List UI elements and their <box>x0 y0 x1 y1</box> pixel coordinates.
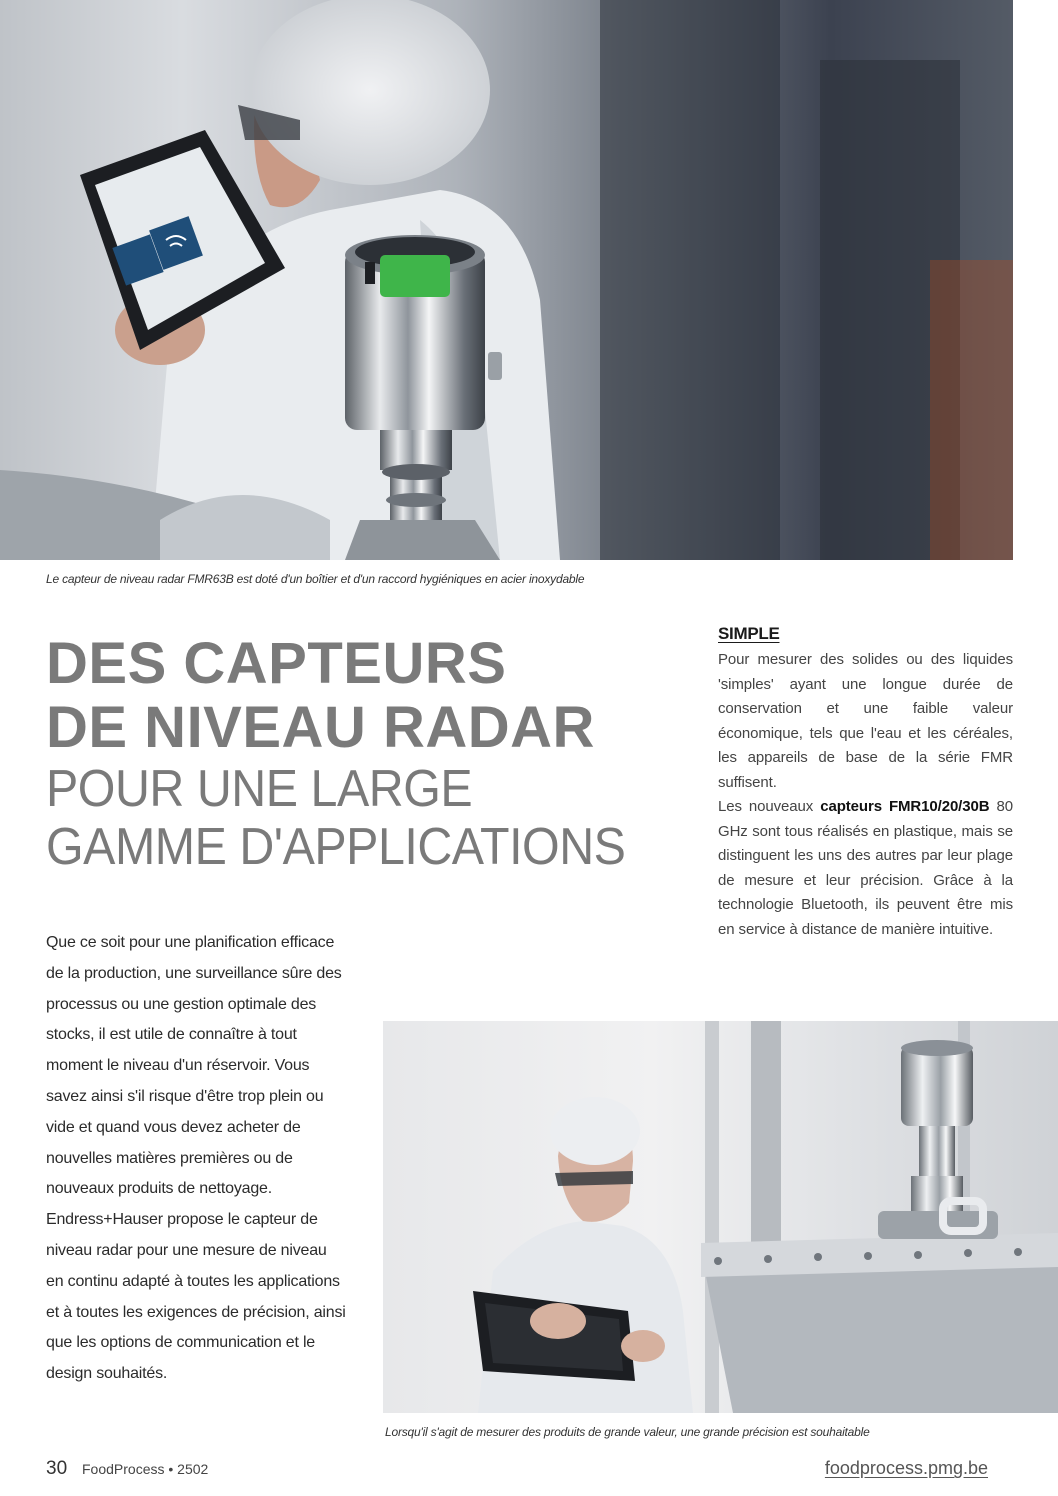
headline-light-line-2: GAMME D'APPLICATIONS <box>46 818 626 876</box>
paragraph-2-prefix: Les nouveaux <box>718 798 821 815</box>
intro-paragraph: Que ce soit pour une planification efficace de la production, une surveillance sûre des processus ou une gestion optimale des stocks, il est utile de connaître à tout moment le niveau d'un réservoir. Vous savez ainsi s'il risque d'être trop plein ou vide et quand vous devez acheter de nouvelles matières premières ou de nouveaux produits de nettoyage. Endress+Hauser propose le capteur de niveau radar pour une mesure de niveau en continu adapté à toutes les applications et à toutes les exigences de précision, ainsi que les options de communication et le design souhaités. <box>46 934 346 1383</box>
section-simple-paragraph-2 <box>718 795 1013 942</box>
radar-sensor-icon <box>878 1040 998 1239</box>
section-simple-heading: SIMPLE <box>718 624 780 643</box>
headline-bold-line-2: DE NIVEAU RADAR <box>46 695 595 760</box>
page-number: 30 <box>46 1458 68 1479</box>
top-photo <box>0 0 1013 560</box>
headline <box>46 632 686 876</box>
headline-light-line-1: POUR UNE LARGE <box>46 760 473 818</box>
section-simple-paragraph-1: Pour mesurer des solides ou des liquides 'simples' ayant une longue durée de conservation et une faible valeur économique, tels que l'eau et les céréales, les appareils de base de la série FMR suffisent. <box>718 651 1013 791</box>
bottom-photo <box>383 1021 1058 1413</box>
section-simple <box>718 624 1013 942</box>
footer-url-link[interactable]: foodprocess.pmg.be <box>824 1458 988 1478</box>
top-photo-illustration <box>0 0 1013 560</box>
product-highlight: capteurs FMR10/20/30B <box>820 798 990 815</box>
bottom-photo-illustration <box>383 1021 1058 1413</box>
headline-bold-line-1: DES CAPTEURS <box>46 631 507 696</box>
magazine-issue: FoodProcess • 2502 <box>82 1461 209 1477</box>
bottom-photo-caption: Lorsqu'il s'agit de mesurer des produits de grande valeur, une grande précision est souhaitable <box>385 1425 870 1439</box>
paragraph-2-suffix: 80 GHz sont tous réalisés en plastique, mais se distinguent les uns des autres par leur plage de mesure et leur précision. Grâce à la technologie Bluetooth, ils peuvent être mis en service à distance de manière intuitive. <box>718 798 1013 938</box>
top-photo-caption: Le capteur de niveau radar FMR63B est doté d'un boîtier et d'un raccord hygiéniques en acier inoxydable <box>46 572 585 586</box>
